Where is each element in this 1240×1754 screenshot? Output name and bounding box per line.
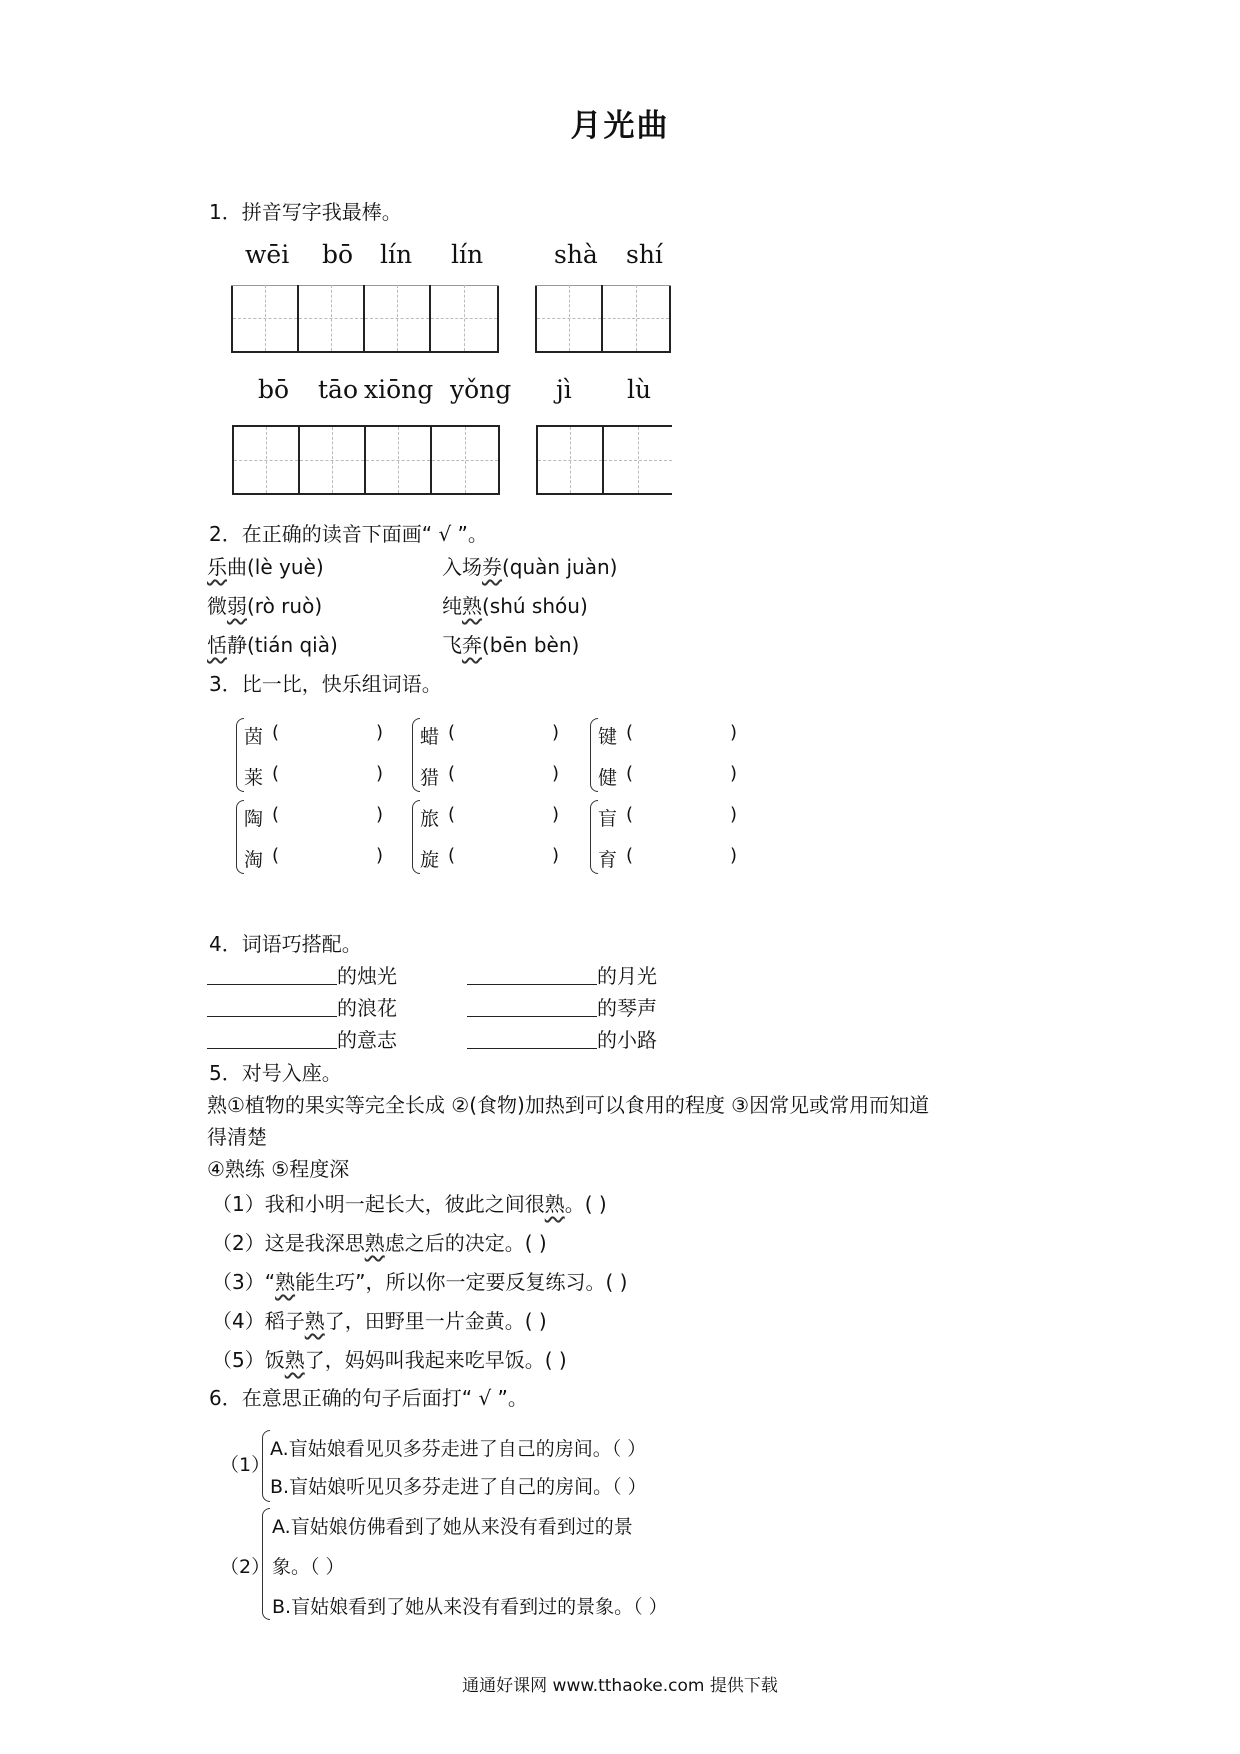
paren-open: ( <box>448 722 456 743</box>
pinyin: yǒng <box>450 375 512 404</box>
compare-char: 旋 <box>420 849 440 871</box>
grid-cell[interactable] <box>603 285 669 351</box>
grid-cell[interactable] <box>299 285 365 351</box>
answer-blank[interactable] <box>207 996 337 1017</box>
choice-b: B.盲姑娘听见贝多芬走进了自己的房间。（ ） <box>270 1476 647 1498</box>
grid-cell[interactable] <box>432 427 498 493</box>
match-item: 的小路 <box>467 1024 657 1053</box>
match-item: 的琴声 <box>467 992 657 1021</box>
compare-char: 陶 <box>244 808 264 830</box>
paren-open: ( <box>272 763 280 784</box>
grid-cell[interactable] <box>537 285 603 351</box>
q5-heading: 5．对号入座。 <box>209 1061 342 1085</box>
pinyin: lín <box>451 240 484 269</box>
paren-close: ) <box>552 845 560 866</box>
paren-close: ) <box>552 763 560 784</box>
choice-a: A.盲姑娘仿佛看到了她从来没有看到过的景 <box>272 1516 633 1538</box>
reading-item: 微弱(rò ruò) <box>207 594 323 618</box>
paren-open: ( <box>626 804 634 825</box>
footer: 通通好课网 www.tthaoke.com 提供下载 <box>462 1676 778 1696</box>
brace <box>236 800 244 874</box>
paren-close: ) <box>376 722 384 743</box>
compare-char: 盲 <box>598 808 618 830</box>
sentence: （3）“熟能生巧”，所以你一定要反复练习。( ) <box>212 1270 628 1294</box>
compare-char: 莱 <box>244 767 264 789</box>
paren-open: ( <box>272 845 280 866</box>
pinyin: xiōng <box>364 375 434 404</box>
paren-close: ) <box>552 804 560 825</box>
paren-open: ( <box>272 804 280 825</box>
match-item: 的意志 <box>207 1024 397 1053</box>
answer-blank[interactable] <box>467 1028 597 1049</box>
paren-close: ) <box>730 722 738 743</box>
grid-cell[interactable] <box>234 427 300 493</box>
paren-close: ) <box>376 845 384 866</box>
paren-close: ) <box>730 845 738 866</box>
page-title: 月光曲 <box>570 108 670 144</box>
sentence: （2）这是我深思熟虑之后的决定。( ) <box>212 1231 547 1255</box>
pinyin: bō <box>322 240 354 269</box>
q1-heading: 1．拼音写字我最棒。 <box>209 200 402 224</box>
grid-cell[interactable] <box>300 427 366 493</box>
pinyin: tāo <box>318 375 359 404</box>
brace <box>236 718 244 792</box>
pinyin: lù <box>627 375 652 404</box>
reading-item: 乐曲(lè yuè) <box>207 555 324 579</box>
grid-cell[interactable] <box>365 285 431 351</box>
paren-open: ( <box>626 722 634 743</box>
reading-item: 入场券(quàn juàn) <box>442 555 618 579</box>
reading-item: 恬静(tián qià) <box>207 633 338 657</box>
grid-cell[interactable] <box>604 427 672 493</box>
brace <box>262 1508 270 1620</box>
writing-grid[interactable] <box>232 425 500 495</box>
sentence: （1）我和小明一起长大，彼此之间很熟。( ) <box>212 1192 607 1216</box>
compare-char: 旅 <box>420 808 440 830</box>
compare-char: 蜡 <box>420 726 440 748</box>
grid-cell[interactable] <box>431 285 497 351</box>
q6-heading: 6．在意思正确的句子后面打“ √ ”。 <box>209 1386 528 1410</box>
definition-line: 得清楚 <box>207 1125 267 1149</box>
choice-b: B.盲姑娘看到了她从来没有看到过的景象。（ ） <box>272 1596 668 1618</box>
pinyin: wēi <box>245 240 290 269</box>
answer-blank[interactable] <box>207 964 337 985</box>
answer-blank[interactable] <box>467 964 597 985</box>
compare-char: 键 <box>598 726 618 748</box>
pinyin: shí <box>626 240 663 269</box>
answer-blank[interactable] <box>207 1028 337 1049</box>
writing-grid[interactable] <box>536 425 672 495</box>
compare-char: 茵 <box>244 726 264 748</box>
pinyin: jì <box>556 375 572 404</box>
brace <box>412 800 420 874</box>
paren-open: ( <box>448 845 456 866</box>
paren-close: ) <box>730 804 738 825</box>
writing-grid[interactable] <box>231 285 499 353</box>
paren-open: ( <box>626 763 634 784</box>
compare-char: 健 <box>598 767 618 789</box>
brace <box>590 718 598 792</box>
match-item: 的浪花 <box>207 992 397 1021</box>
definition-line: ④熟练 ⑤程度深 <box>207 1157 350 1181</box>
paren-close: ) <box>376 763 384 784</box>
match-item: 的月光 <box>467 960 657 989</box>
choice-a-cont: 象。（ ） <box>272 1556 345 1578</box>
pinyin: bō <box>258 375 290 404</box>
q2-heading: 2．在正确的读音下面画“ √ ”。 <box>209 522 488 546</box>
paren-open: ( <box>626 845 634 866</box>
q3-heading: 3．比一比，快乐组词语。 <box>209 672 442 696</box>
writing-grid[interactable] <box>535 285 671 353</box>
paren-open: ( <box>448 763 456 784</box>
answer-blank[interactable] <box>467 996 597 1017</box>
brace <box>262 1430 270 1502</box>
paren-close: ) <box>552 722 560 743</box>
grid-cell[interactable] <box>233 285 299 351</box>
grid-cell[interactable] <box>366 427 432 493</box>
pinyin: lín <box>380 240 413 269</box>
paren-open: ( <box>272 722 280 743</box>
compare-char: 育 <box>598 849 618 871</box>
sentence: （5）饭熟了，妈妈叫我起来吃早饭。( ) <box>212 1348 567 1372</box>
definition-line: 熟①植物的果实等完全长成 ②(食物)加热到可以食用的程度 ③因常见或常用而知道 <box>207 1093 930 1117</box>
reading-item: 纯熟(shú shóu) <box>442 594 588 618</box>
group-label: （1） <box>220 1454 271 1476</box>
pinyin: shà <box>554 240 598 269</box>
choice-a: A.盲姑娘看见贝多芬走进了自己的房间。（ ） <box>270 1438 647 1460</box>
grid-cell[interactable] <box>538 427 604 493</box>
paren-close: ) <box>376 804 384 825</box>
compare-char: 淘 <box>244 849 264 871</box>
brace <box>590 800 598 874</box>
reading-item: 飞奔(bēn bèn) <box>442 633 580 657</box>
compare-char: 猎 <box>420 767 440 789</box>
paren-open: ( <box>448 804 456 825</box>
sentence: （4）稻子熟了，田野里一片金黄。( ) <box>212 1309 547 1333</box>
group-label: （2） <box>220 1556 271 1578</box>
q4-heading: 4．词语巧搭配。 <box>209 932 362 956</box>
paren-close: ) <box>730 763 738 784</box>
brace <box>412 718 420 792</box>
match-item: 的烛光 <box>207 960 397 989</box>
